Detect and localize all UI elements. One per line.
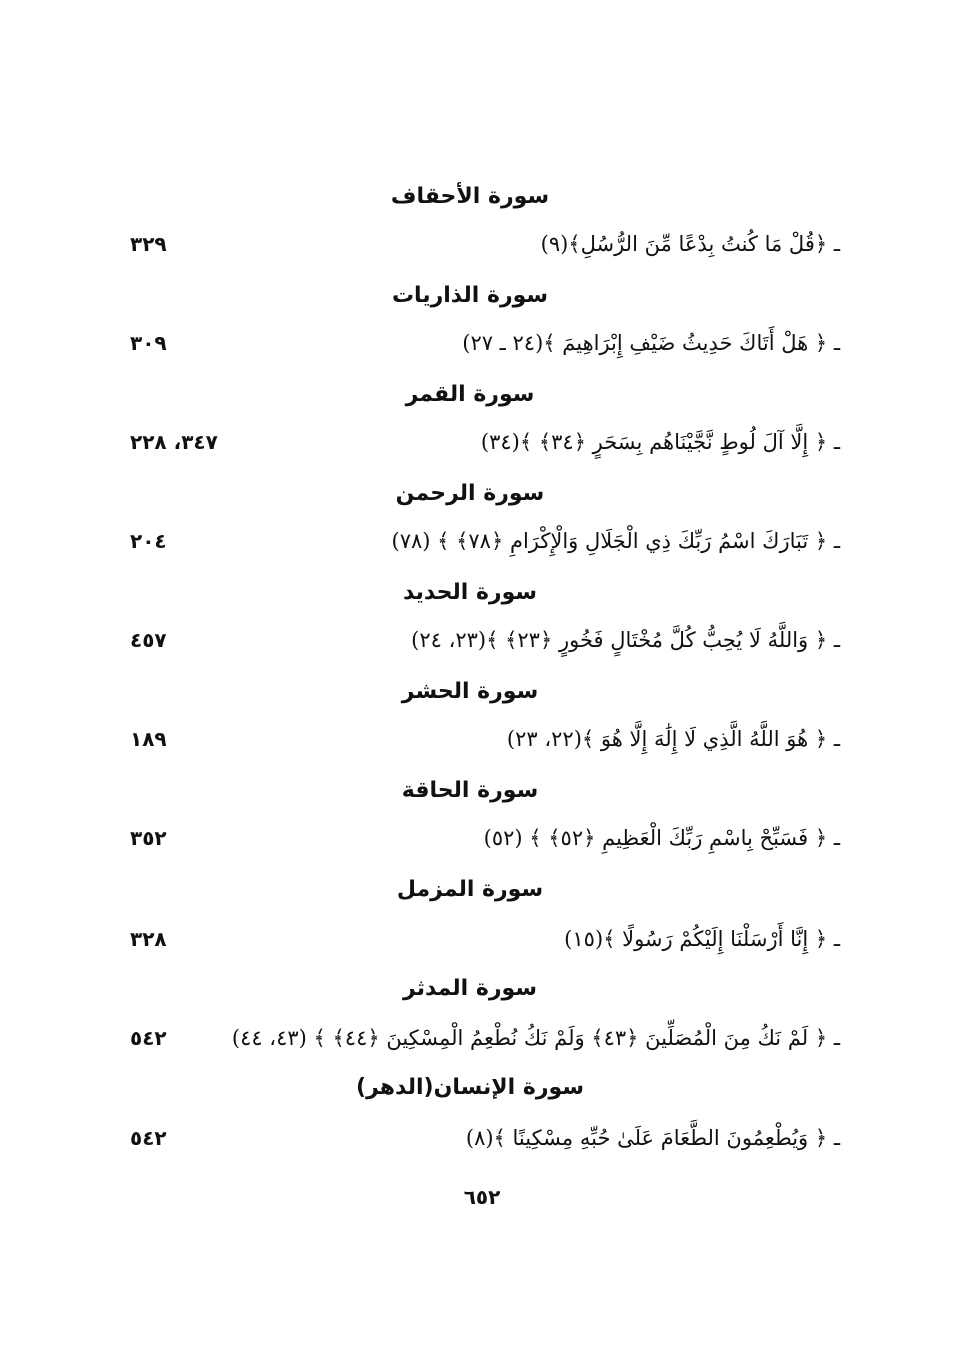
page-number: ٦٥٢ — [463, 1185, 501, 1209]
surah-heading: سورة المزمل — [396, 877, 544, 902]
page-reference: ٥٤٢ — [130, 1026, 167, 1050]
surah-heading: سورة المدثر — [403, 976, 537, 1001]
verse-entry — [100, 424, 840, 460]
page-reference: ٣٥٢ — [130, 826, 167, 850]
verse-entry — [100, 523, 840, 559]
page-reference: ٣٢٩ — [130, 232, 167, 256]
verse-entry — [100, 1120, 840, 1156]
verse-text: ـ ﴿ إِنَّا أَرْسَلْنَا إِلَيْكُمْ رَسُولًا ﴾(١٥) — [564, 927, 840, 951]
verse-text: ـ ﴿ هُوَ اللَّهُ الَّذِي لَا إِلَٰهَ إِلَّا هُوَ ﴾(٢٢، ٢٣) — [506, 727, 840, 751]
page-reference: ٢٠٤ — [130, 529, 167, 553]
page-reference: ٤٥٧ — [130, 628, 167, 652]
surah-heading: سورة القمر — [405, 382, 535, 407]
surah-heading: سورة الإنسان(الدهر) — [356, 1075, 584, 1100]
verse-text: ـ ﴿قُلْ مَا كُنتُ بِدْعًا مِّنَ الرُّسُلِ﴾(٩) — [540, 232, 840, 256]
page-reference: ٥٤٢ — [130, 1126, 167, 1150]
verse-text: ـ ﴿ وَاللَّهُ لَا يُحِبُّ كُلَّ مُخْتَالٍ فَخُورٍ ﴿٢٣﴾ ﴾(٢٣، ٢٤) — [411, 628, 840, 652]
surah-heading: سورة الحاقة — [401, 778, 539, 803]
verse-entry — [100, 1020, 840, 1056]
verse-entry — [100, 325, 840, 361]
surah-heading: سورة الحديد — [402, 580, 538, 605]
verse-entry — [100, 226, 840, 262]
verse-entry — [100, 721, 840, 757]
verse-text: ـ ﴿ لَمْ نَكُ مِنَ الْمُصَلِّينَ ﴿٤٣﴾ وَلَمْ نَكُ نُطْعِمُ الْمِسْكِينَ ﴿٤٤﴾ ﴾ (٤٣، ٤٤) — [231, 1026, 840, 1050]
verse-text: ـ ﴿ هَلْ أَتَاكَ حَدِيثُ ضَيْفِ إِبْرَاهِيمَ ﴾(٢٤ ـ ٢٧) — [462, 331, 840, 355]
page-reference: ٣٤٧، ٢٢٨ — [130, 430, 218, 454]
surah-heading: سورة الرحمن — [395, 481, 545, 506]
surah-heading: سورة الحشر — [401, 679, 539, 704]
verse-text: ـ ﴿ وَيُطْعِمُونَ الطَّعَامَ عَلَىٰ حُبِّهِ مِسْكِينًا ﴾(٨) — [465, 1126, 840, 1150]
surah-heading: سورة الذاريات — [391, 283, 549, 308]
verse-entry — [100, 622, 840, 658]
page-reference: ٣٠٩ — [130, 331, 167, 355]
verse-text: ـ ﴿ فَسَبِّحْ بِاسْمِ رَبِّكَ الْعَظِيمِ ﴿٥٢﴾ ﴾ (٥٢) — [483, 826, 840, 850]
verse-entry — [100, 921, 840, 957]
verse-text: ـ ﴿ تَبَارَكَ اسْمُ رَبِّكَ ذِي الْجَلَالِ وَالْإِكْرَامِ ﴿٧٨﴾ ﴾ (٧٨) — [391, 529, 840, 553]
page-reference: ١٨٩ — [130, 727, 167, 751]
verse-entry — [100, 820, 840, 856]
page-reference: ٣٢٨ — [130, 927, 167, 951]
verse-text: ـ ﴿ إِلَّا آلَ لُوطٍ نَّجَّيْنَاهُم بِسَحَرٍ ﴿٣٤﴾ ﴾(٣٤) — [480, 430, 840, 454]
surah-heading: سورة الأحقاف — [390, 184, 550, 209]
